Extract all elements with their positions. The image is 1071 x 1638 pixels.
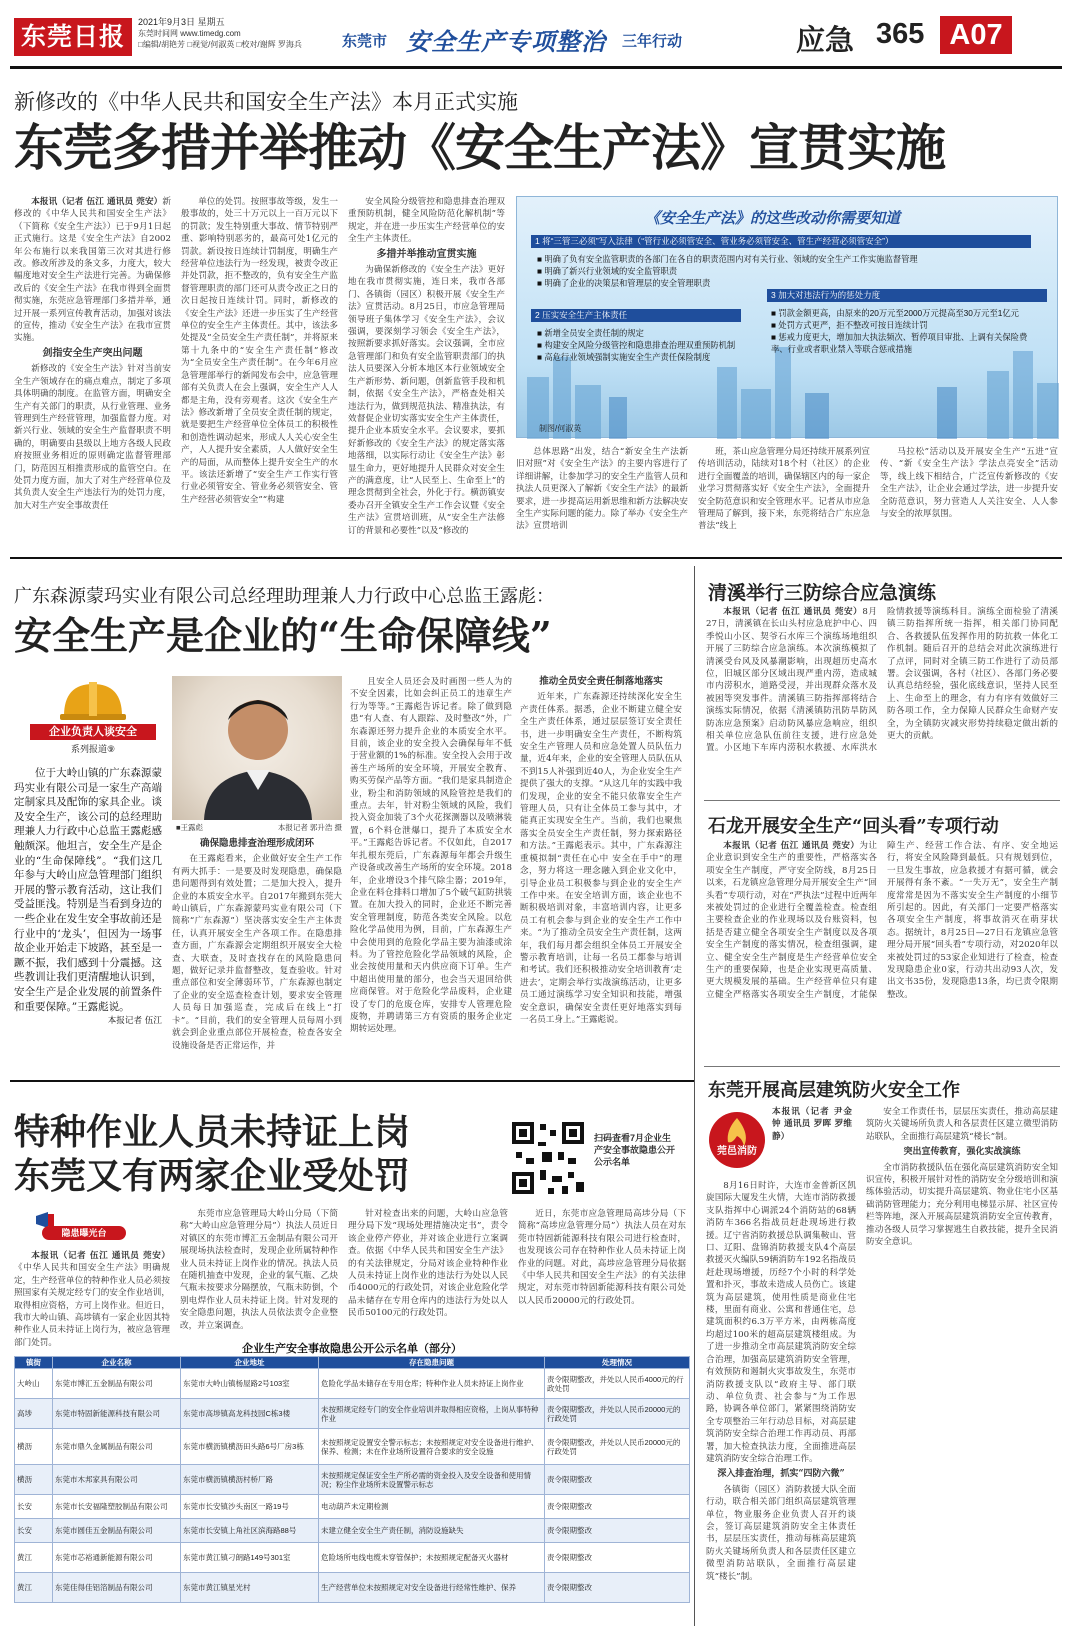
- top-col3b-text: 为确保新修改的《安全生产法》更好地在我市贯彻实施，连日来，我市各部门、各镇街（园区）积极开展《安全生产法》宣贯活动。8月25日，市应急管理局领导班子集体学习《安全生产法》，会议强调，要深刻学习领会《安全生产法》，按照新要求抓好落实。会议强调，全市应急管理部门和负有安全监管职责部门的执法人员要深入分析本地区本行业领域安全生产新形势、新问题，创新监管手段和机制，依据《安全生产法》，严格查处相关违法行为，做到规范执法、精准执法，有效督促企业切实落实安全生产主体责任，提升企业本质安全水平。会议要求，要抓好新修改的《安全生产法》的规定落实落地落细，以实际行动让《安全生产法》彰显生命力，更好地提升人民群众对安全生产的满意度，让“人民至上、生命至上”的理念贯彻到全社会，外化于行。横沥镇安委办召开全镇安全生产工作会议暨《安全生产法》宣贯培训班，从“安全生产法修订的背景和必要性”以及“修改的: [348, 265, 505, 536]
- website[interactable]: 东莞时间网 www.timedg.com: [138, 29, 241, 38]
- top-col3-text: 安全风险分级管控和隐患排查治理双重预防机制，健全风险防范化解机制”等规定，并在进一步压实生产经营单位的安全生产主体责任。: [348, 197, 505, 245]
- qr-note: 扫码查看7月企业生产安全事故隐患公开公示名单: [594, 1133, 676, 1167]
- section-number: 365: [876, 18, 925, 50]
- series-sub: 系列报道⑨: [70, 744, 116, 754]
- mid-intro: [14, 766, 162, 1072]
- hazard-table: [14, 1356, 690, 1626]
- top-col1b-text: 新修改的《安全生产法》针对当前安全生产领域存在的痛点难点，制定了多项具体明确的制度。在监管方面，明确安全生产有关部门的职责，从行业管理、业务管理到生产经营管理，加强监督力度。对新兴行业、领域的安全生产监督职责不明确的，明确要由县级以上地方各级人民政府按照业务相近的原则确定监督管理部门，防范因互相推责形成的监管空白。在处罚力度方面，加大了对生产经营单位及其负责人安全生产违法行为的处罚力度，加大对生产安全事故责任: [14, 364, 171, 511]
- mid-col-A: [172, 838, 342, 1072]
- qr-code[interactable]: [508, 1118, 588, 1198]
- top-subhead-1: 剑指安全生产突出问题: [42, 347, 143, 359]
- table-row: 高埗 东莞市特固新能源科技有限公司 东莞市高埗镇高龙科技园C栋3楼 未按照规定经专门的安全作业培训并取得相应资格，上岗从事特种作业 责令限期整改，并处以人民币20000元的行政处罚: [15, 1399, 690, 1429]
- col-header: 企业名称: [53, 1357, 181, 1369]
- top-col1-text: 新修改的《中华人民共和国安全生产法》（下简称《安全生产法》）已于9月1日起正式施行。这是《安全生产法》自2002年公布施行以来我国第三次对其进行修改。修改所涉及的条文多，力度大，较大幅度地对安全生产法进行完善。为确保修改后的《安全生产法》在我市得到全面贯彻实施，东莞应急管理部门多措并举，通过开展一系列宣传教育活动，加强对该法的宣传，推动《安全生产法》在我市宣贯实施。: [14, 197, 171, 344]
- bottom-col2-text: 东莞市应急管理局大岭山分局（下简称“大岭山应急管理分局”）执法人员近日对镇区的东莞市博汇五金制品有限公司开展现场执法检查时，发现企业所属特种作业人员未持证上岗作业的情况。执法人员在随机抽查中发现，企业的氧气瓶、乙炔气瓶未按要求分隔摆放，气瓶未防倒，个别电焊作业人员未持证上岗。针对发现的安全隐患问题，执法人员依法责令企业整改，并立案调查。: [180, 1209, 338, 1331]
- bottom-section-divider: [10, 1080, 694, 1082]
- top-col-4: [516, 446, 688, 548]
- mid-colA-text: 在王露彪看来，企业做好安全生产工作有两大抓手：一是要及时发现隐患，确保隐患问题得到有效处置；二是加大投入，提升企业的本质安全水平。自2017年搬到东莞大岭山镇后，广东森源蒙玛实业有限公司（下简称“广东森源”）坚决落实安全生产主体责任，认真开展安全生产各项工作。在隐患排查方面，广东森源会定期组织开展安全大检查、大联查，及时查找存在的风险隐患问题，做好记录并监督整改，复查验收。针对重点部位和安全薄弱环节，广东森源也制定了企业的安全巡查检查计划，要求安全管理人员每日加强巡查，完成后在线上“打卡”。“目前，我们的安全管理人员每周小到就会到企业重点部位开展检查，检查各安全设施设备是否正常运作，并: [172, 854, 342, 1051]
- infographic-sec3-title: 3 加大对违法行为的惩处力度: [767, 289, 1047, 302]
- exposure-badge: [30, 1208, 130, 1244]
- right-headline-1: 清溪举行三防综合应急演练: [708, 582, 937, 604]
- table-title: 企业生产安全事故隐患公开公示名单（部分）: [242, 1343, 462, 1355]
- top-col-2: [181, 196, 338, 548]
- editors: □编辑/胡艳芳 □视觉/何淑英 □校对/谢辉 罗海兵: [138, 40, 302, 49]
- top-col-1: [14, 196, 171, 548]
- bottom-headline-1: 特种作业人员未持证上岗: [14, 1111, 411, 1153]
- bottom-headline-2: 东莞又有两家企业受处罚: [14, 1155, 411, 1197]
- fire-badge: [706, 1106, 768, 1174]
- law-infographic: [516, 196, 1058, 438]
- right-text-1: 8月27日，清溪镇在长山头村应急庇护中心、四季悦山小区、契爷石水库三个演练场地组织开展了三防综合应急演练。本次演练模拟了清溪受台风及风暴潮影响，出现超历史高水位，旧城区部分区域出现严重内涝，造成城市内涝积水，道路受浸，并出现群众落水及被困等突发事件。清溪镇三防指挥部将结合演练实际情况，依据《清溪镇防汛防旱防风防冻应急预案》启动防风暴应急响应，组织相关单位应急队伍前往支援，进行应急处置。小区地下车库内涝积水救援、水库洪水险情救援等演练科目。演练全面检验了清溪镇三防指挥所统一指挥，相关部门协同配合、各救援队伍发挥作用的防抗救一体化工作机制。随后召开的总结会对此次演练进行了点评，同时对全镇三防工作进行了动员部署。会议强调，各村（社区）、各部门务必要认真总结经验，强化底线意识，坚持人民至上、生命至上的理念，有力有序有效做好三防各项工作，全力保障人民群众生命财产安全，为全镇防灾减灾形势持续稳定做出新的更大的贡献。: [706, 607, 1058, 754]
- right-story-2: [706, 840, 1058, 1060]
- caption-credit: 本报记者 郭升浩 摄: [277, 823, 342, 832]
- sec2-item: ■ 构建安全风险分级管控和隐患排查治理双重预防机制: [537, 340, 736, 350]
- top-section-divider: [10, 557, 1062, 559]
- sec3-item: ■ 处罚方式更严，拒不整改可按日连续计罚: [771, 320, 928, 330]
- sec1-item: ■ 明确了企业的决策层和管理层的安全管理职责: [537, 278, 711, 288]
- infographic-sec1-list: [537, 253, 1007, 289]
- table-row: 长安 东莞市圆佳五金制品有限公司 东莞市长安镇上角社区滨海路88号 未建立健全安全生产责任制，消防设施缺失 责令限期整改: [15, 1519, 690, 1543]
- top-col6-text: 马拉松”活动以及开展安全生产“五进”宣传、“新《安全生产法》学法点亮安全”活动等，线上线下相结合，广泛宣传新修改的《安全生产法》，让企业会通过学法，进一步提升安全防范意识，努力营造人人关注安全、人人参与安全的浓厚氛围。: [880, 447, 1058, 520]
- right-text-3c: 全市消防救援队伍在强化高层建筑消防安全知识宣传，积极开展针对性的消防安全分级培训和演练体验活动，切实提升高层建筑、物业住宅小区基础消防管理能力；充分利用电梯显示屏、社区宣传栏等阵地，深入开展高层建筑消防安全宣传教育，推动各级人员学习掌握逃生自救技能，提升全民消防安全意识。: [866, 1162, 1058, 1248]
- mid-subhead-1: 确保隐患排查治理形成闭环: [199, 838, 314, 849]
- campaign-title: 安全生产专项整治: [406, 27, 606, 56]
- top-col-5: [698, 446, 870, 548]
- bottom-col-4: [518, 1208, 686, 1334]
- sec3-item: ■ 罚款金额更高，由原来的20万元至2000万元提高至30万元至1亿元: [771, 308, 1019, 318]
- top-col5-text: 班，茶山应急管理分局还持续开展系列宣传培训活动，陆续对18个村（社区）的企业进行全面覆盖的培训，确保辖区内的每一家企业学习贯彻落实好《安全生产法》，全面提升安全防范意识和安全管理水平。记者从市应急管理局了解到，接下来，东莞将结合广东应急普法“线上: [698, 447, 870, 532]
- table-row: 长安 东莞市长安福隆塑胶制品有限公司 东莞市长安镇沙头南区一路19号 电动葫芦未定期检测 责令限期整改: [15, 1495, 690, 1519]
- right-text-3: 8月16日时许，大连市金普新区凯旋国际大厦发生火情，大连市消防救援支队指挥中心调派24个消防站的68辆消防车366名指战员赶赴现场进行救援。辽宁省消防救援总队调集鞍山、营口、辽阳、盘锦消防救援支队4个高层救援灭火编队59辆消防车192名指战员赶赴现场增援，历经7个小时的科学处置和扑灭，事故未造成人员伤亡。该建筑为高层建筑，使用性质是商业住宅楼，里面有商业、公寓和普通住宅，总建筑面积约6.3万平方米，由两栋高度均超过100米的超高层建筑楼组成。为了进一步推动全市高层建筑消防安全综合治理，加强高层建筑消防安全管理，有效预防和遏制火灾事故发生，东莞市消防救援支队以“政府主导、部门联动、单位负责、社会参与”为工作思路，协调各单位部门，紧紧围绕消防安全专项整治三年行动总目标，对高层建筑消防安全综合治理工作再动员、再部署，加大检查执法力度，全面推进高层建筑消防安全综合治理工作。: [706, 1181, 856, 1464]
- top-col-6: [880, 446, 1058, 548]
- top-col2-text: 单位的处罚。按照事故等级，发生一般事故的，处三十万元以上一百万元以下的罚款；发生特别重大事故、情节特别严重、影响特别恶劣的，最高可处1亿元的罚款。新设按日连续计罚制度，明确生产经营单位违法行为一经发现，被责令改正并处罚款，拒不整改的，负有安全生产监督管理职责的部门还可从责令改正之日的次日起按日连续计罚。同时，新修改的《安全生产法》还进一步压实了生产经营单位的安全生产主体责任。其中，该法多处提及“全员安全生产责任制”，并将原来第十九条中的“安全生产责任制”修改为“全员安全生产责任制”。在今年6月应急管理部举行的新闻发布会中，应急管理部有关负责人在会上强调，安全生产人人都是主角，没有旁观者。这次《安全生产法》修改新增了全员安全责任制的规定，就是要把生产经营单位全体员工的积极性和创造性调动起来，形成人人关心安全生产，人人提升安全素质，人人做好安全生产的局面，从而整体上提升安全生产的水平。该法还新增了“安全生产工作实行管行业必须管安全、管业务必须管安全、管生产经营必须管安全”“构建: [181, 197, 338, 505]
- mid-kicker: 广东森源蒙玛实业有限公司总经理助理兼人力行政中心总监王露彪：: [14, 586, 554, 607]
- col-header: 企业地址: [181, 1357, 319, 1369]
- right-headline-2: 石龙开展安全生产“回头看”专项行动: [708, 816, 999, 837]
- right-story-3b: [706, 1180, 856, 1626]
- fire-badge-label: 莞邑消防: [717, 1146, 757, 1157]
- safety-helmet-icon: [58, 678, 128, 722]
- person-portrait-icon: [198, 680, 318, 820]
- bottom-col-1: [14, 1250, 170, 1348]
- series-label: 企业负责人谈安全: [30, 724, 156, 740]
- masthead-divider: [10, 66, 1062, 69]
- section-name: 应急: [796, 25, 855, 57]
- masthead: [10, 12, 1062, 66]
- top-col4-text: 总体思路”出发，结合“新安全生产法新旧对照”对《安全生产法》的主要内容进行了详细讲解，让参加学习的安全生产监管人员和执法人员更深入了解新《安全生产法》的最新要求，进一步提高运用新思维和新方法解决安全生产实际问题的能力。除了举办《安全生产法》宣贯培训: [516, 447, 688, 532]
- table-row: 黄江 东莞佳得佳铝箔制品有限公司 东莞市黄江镇星光村 生产经营单位未按照规定对安全设备进行经常性维护、保养 责令限期整改: [15, 1573, 690, 1603]
- infographic-title: 《安全生产法》的这些改动你需要知道: [645, 210, 901, 227]
- bottom-col1-text: 《中华人民共和国安全生产法》明确规定，生产经营单位的特种作业人员必须按照国家有关规定经专门的安全作业培训，取得相应资格，方可上岗作业。但近日，我市大岭山镇、高埗镇有一家企业因其特种作业人员未持证上岗行为，被应急管理部门处罚。: [14, 1263, 170, 1348]
- fire-badge-icon: [706, 1106, 768, 1174]
- table-row: 横沥 东莞市木邦家具有限公司 东莞市横沥镇横沥村桥厂路 未按照规定保证安全生产所必需的资金投入及安全设备和使用情况；粉尘作业场所未设置警示标志 责令限期整改: [15, 1465, 690, 1495]
- mid-col-C: [520, 676, 682, 1072]
- sec2-item: ■ 新增全员安全责任制的规定: [537, 328, 644, 338]
- right-text-2: 为让企业意识到安全生产的重要性，严格落实各项安全生产制度，严守安全防线，8月25日以来，石龙镇应急管理分局开展安全生产“回头看”专项行动，对在“严执法”过程中近两年来被处罚过的企业进行全覆盖检查。检查组主要检查企业的作业现场以及台账资料，包括是否建立健全各项安全生产制度以及各项安全生产制度的落实情况，检查组强调，建立、健全安全生产制度是生产经营单位安全生产的重要保障，也是企业实现更高质量、更大规模发展的基础。生产经营单位只有建立健全严格落实各项安全生产制度，才能保障生产、经营工作合法、有序、安全地运行，将安全风险降到最低。只有规划到位，一旦发生事故，应急救援才有据可循，就会开展得有条不紊。“一失万无”，安全生产制度常常是因为不落实安全生产制度的小细节所引起的。因此，有关部门一定要严格落实各项安全生产制度，将事故消灭在萌芽状态。据统计，8月25日—27日石龙镇应急管理分局开展“回头看”专项行动，对2020年以来被处罚过的53家企业知进行了检查，检查发现隐患企业0家，行动共出动93人次，发出文书35份，发现隐患13条，均已责令限期整改。: [706, 841, 1058, 1000]
- right-byline-1: 本报讯（记者 伍江 通讯员 莞安）: [723, 607, 863, 617]
- right-divider-1: [704, 800, 1060, 801]
- col-header: 处理情况: [545, 1357, 690, 1369]
- mid-intro-text: 位于大岭山镇的广东森源蒙玛实业有限公司是一家生产高端定制家具及配饰的家具企业。谈及安全生产，该公司的总经理助理兼人力行政中心总监王露彪感触颇深。他坦言，安全生产是企业的“生命保障线”。“我们这几年参与大岭山应急管理部门组织开展的警示教育活动，这让我们受益匪浅。特别是当看到身边的一些企业在发生安全事故前还是行业中的‘龙头’，但因为一场事故企业开始走下坡路，甚至是一蹶不振，我们感到十分震撼。这些教训让我们更清醒地认识到，安全生产是企业发展的前置条件和重要保障。”王露彪说。: [14, 767, 162, 1013]
- bottom-col-3: [348, 1208, 508, 1334]
- bottom-col-2: [180, 1208, 338, 1334]
- right-byline-3: 本报讯（记者 尹金钟 通讯员 罗晖 罗维静）: [772, 1107, 852, 1142]
- bottom-col4-text: 近日，东莞市应急管理局高埗分局（下简称“高埗应急管理分局”）执法人员在对东莞市特固新能源科技有限公司进行检查时，也发现该公司存在特种作业人员未持证上岗作业的问题。对此，高埗应急管理分局依据《中华人民共和国安全生产法》的有关法律规定，对东莞市特固新能源科技有限公司处以人民币20000元的行政处罚。: [518, 1209, 686, 1306]
- weekday: 星期五: [197, 17, 225, 27]
- infographic-sec2-list: [537, 327, 747, 363]
- table-header-row: [15, 1357, 690, 1369]
- right-subhead-3b: 突出宣传教育，强化实战演练: [903, 1147, 1021, 1158]
- campaign-suffix: 三年行动: [622, 33, 683, 50]
- right-divider-2: [704, 1066, 1060, 1067]
- issue-date: [138, 17, 225, 28]
- date: 2021年9月3日: [138, 17, 196, 27]
- top-byline: 本报讯（记者 伍江 通讯员 莞安）: [31, 197, 163, 207]
- infographic-sec1-title: 1 将“三管三必须”写入法律（“管行业必须管安全、管业务必须管安全、管生产经营必须管安全”）: [531, 235, 1031, 248]
- bottom-col3-text: 针对检查出来的问题，大岭山应急管理分局下发“现场处理措施决定书”，责令该企业停产停业，并对该企业进行立案调查。依据《中华人民共和国安全生产法》的有关法律规定，分局对该企业特种作业人员未持证上岗作业的违法行为处以人民币4000元的行政处罚，对该企业危险化学品未储存在专用仓库内的违法行为处以人民币50100元的行政处罚。: [348, 1209, 508, 1319]
- right-text-3b: 各镇街（园区）消防救援大队全面行动，联合相关部门组织高层建筑管理单位，物业服务企业负责人召开约谈会，签订高层建筑消防安全主体责任书，层层压实责任，推动每栋高层建筑防火关键场所负责人和各层责任区建立微型消防站联队，全面推行高层建筑“楼长”制。: [706, 1484, 856, 1582]
- right-text-3-cont: 安全工作责任书，层层压实责任，推动高层建筑防火关键场所负责人和各层责任区建立微型消防站联队，全面推行高层建筑“楼长”制。: [866, 1107, 1058, 1142]
- exposure-badge-label: 隐患曝光台: [42, 1226, 126, 1240]
- campaign-region: 东莞市: [342, 33, 388, 50]
- mid-headline: 安全生产是企业的“生命保障线”: [14, 613, 552, 658]
- portrait-photo: [172, 676, 342, 820]
- table-row: 横沥 东莞市鼎久金属制品有限公司 东莞市横沥镇横沥田头路6号厂房3栋 未按照规定设置安全警示标志；未按照规定对安全设备进行维护、保养、检测；未在作业场所设置符合要求的安全设施 责令限期整改，并处以人民币20000元的行政处罚: [15, 1429, 690, 1465]
- sec1-item: ■ 明确了负有安全监管职责的各部门在各自的职责范围内对有关行业、领域的安全生产工作实施监督管理: [537, 254, 918, 264]
- infographic-sec2-title: 2 压实安全生产主体责任: [531, 309, 741, 322]
- top-headline: 东莞多措并举推动《安全生产法》宣贯实施: [14, 118, 945, 177]
- table-row: 大岭山 东莞市博汇五金制品有限公司 东莞市大岭山镇杨屋路2号103室 危险化学品未储存在专用仓库；特种作业人员未持证上岗作业 责令限期整改，并处以人民币4000元的行政处罚: [15, 1369, 690, 1399]
- top-kicker: 新修改的《中华人民共和国安全生产法》本月正式实施: [14, 90, 518, 114]
- sec2-item: ■ 高危行业领域强制实施安全生产责任保险制度: [537, 352, 711, 362]
- series-badge: [30, 676, 156, 760]
- bottom-byline: 本报讯（记者 伍江 通讯员 莞安）: [31, 1251, 170, 1261]
- sec1-item: ■ 明确了新兴行业领域的安全监管职责: [537, 266, 678, 276]
- col-header: 镇街: [15, 1357, 53, 1369]
- right-byline-2: 本报讯（记者 伍江 通讯员 莞安）: [723, 841, 860, 851]
- infographic-credit: 制图/何淑英: [539, 424, 582, 433]
- col-header: 存在隐患问题: [319, 1357, 545, 1369]
- mid-colB-text: 且安全人员还会及时画图一些人为的不安全因素，比如会纠正员工的违章生产行为等等。”王露彪告诉记者。除了做到隐患“有人查、有人跟踪、及时整改”外，广东森源还努力提升企业的本质安全水平。目前，该企业的安全投入会确保每年不低于营业额的1%的标准。安全投入会用于改善生产场所的安全环境，开展安全教育、购买劳保产品等方面。“我们是家具制造企业，粉尘和消防领域的风险管控是我们的重点。去年，针对粉尘领域的风险，我们投入资金加装了3个火花探测器以及喷淋装置，6个料仓泄爆口，提升了本质安全水平。”王露彪告诉记者。不仅如此，自2017年扎根东莞后，广东森源每年都会升级生产设备或改善生产场所的安全环境。2018年，企业增设3个排气除尘器；2019年，企业在料仓排料口增加了5个破气缸防拱装置。在加大投入的同时，企业还不断完善安全管理制度，防范各类安全风险。以危险化学品使用为例，目前，广东森源生产中会使用到的危险化学品主要为油漆或涂料。为了管控危险化学品领域的风险，企业会按使用量和天内供应商下订单。生产中超出使用量的部分，也会当天退回给供应商保管。对于危险化学品废料，企业建设了专门的危废仓库，安排专人管理危险废物，并聘请第三方有资质的服务企业定期转运处理。: [350, 677, 512, 1035]
- right-subhead-3a: 深入排查治理，抓实“四防六微”: [717, 1469, 845, 1480]
- right-column-divider: [694, 566, 695, 1626]
- table-row: 黄江 东莞市芯裕通新能源有限公司 东莞市黄江镇刁朗路149号301室 危险场所电线电缆未穿管保护；未按照规定配备灭火器材 责令限期整改: [15, 1543, 690, 1573]
- caption-name: ■王露彪: [176, 823, 204, 832]
- table-body: [15, 1369, 690, 1603]
- mid-colC-text: 近年来，广东森源还持续深化安全生产责任体系。据悉，企业不断建立健全安全生产责任体系，通过层层签订安全责任书，进一步明确安全生产责任，不断构筑安全生产管理人员和应急处置人员队伍力量，近4年来，企业的安全管理人员队伍从不到15人补强到近40人，为企业安全生产提供了强大的支撑。“从这几年的实践中我们发现，企业的安全不能只依靠安全生产管理人员，只有让全体员工参与其中，才能真正实现安全生产。当前，我们也聚焦落实全员安全生产责任制，努力探索路径和方法。”王露彪表示。其中，广东森源注重模拟制“责任在心中 安全在手中”的理念，努力将这一理念融入到企业文化中，引导企业员工积极参与到企业的安全生产工作中来。在安全培训方面，该企业也不断积极培训对象，丰富培训内容，让更多员工有机会参与到企业的安全生产工作中来。“为了推动全员安全生产责任制，这两年，我们每月都会组织全体员工开展安全警示教育培训，让每一名员工都参与培训和考试。我们还积极推动安全培训教育‘走进去’，定期会举行实战演练活动，让更多员工通过演练学习安全知识和技能，增强安全意识，确保安全责任更好地落实到每一名员工身上。”王露彪说。: [520, 692, 682, 1025]
- top-col-3: [348, 196, 505, 548]
- right-headline-3: 东莞开展高层建筑防火安全工作: [708, 1080, 960, 1101]
- newspaper-logo: 东莞日报: [14, 18, 132, 56]
- infographic-sec3-list: [771, 307, 1041, 355]
- right-story-3c: [866, 1106, 1058, 1626]
- mid-subhead-2: 推动全员安全责任制落地落实: [539, 676, 663, 687]
- sec3-item: ■ 惩戒力度更大，增加加大执法频次、暂停项目审批、上调有关保险费率、行业或者职业禁入等联合惩戒措施: [771, 332, 1028, 354]
- top-subhead-2: 多措并举推动宣贯实施: [376, 248, 477, 260]
- page-number: A07: [940, 16, 1012, 54]
- photo-caption: [176, 822, 342, 833]
- mid-intro-byline: 本报记者 伍江: [107, 1016, 162, 1027]
- right-story-1: [706, 606, 1058, 792]
- mid-col-B: [350, 676, 512, 1072]
- right-story-3a: [772, 1106, 852, 1176]
